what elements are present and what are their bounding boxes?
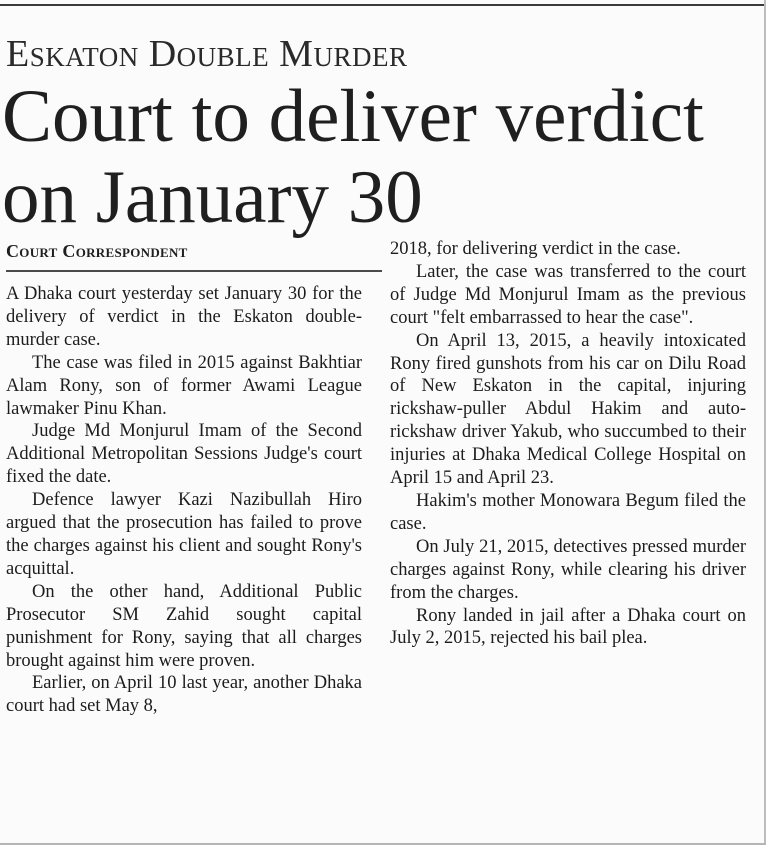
headline: Court to deliver verdict on January 30 xyxy=(2,75,704,239)
top-border-rule xyxy=(0,4,766,6)
paragraph: Later, the case was transferred to the court of Judge Md Monjurul Imam as the previous court "felt embarrassed to hear the case". xyxy=(390,261,746,328)
paragraph: Rony landed in jail after a Dhaka court on July 2, 2015, rejected his bail plea. xyxy=(390,605,746,649)
paragraph: Judge Md Monjurul Imam of the Second Additional Metropolitan Sessions Judge's court fixed the date. xyxy=(6,421,362,488)
paragraph: On the other hand, Additional Public Prosecutor SM Zahid sought capital punishment for Rony, saying that all charges brought against him were proven. xyxy=(6,581,362,671)
article-column-left xyxy=(6,283,362,718)
paragraph: On July 21, 2015, detectives pressed murder charges against Rony, while clearing his driver from the charges. xyxy=(390,536,746,603)
paragraph: Hakim's mother Monowara Begum filed the case. xyxy=(390,490,746,534)
byline-rule xyxy=(6,270,382,272)
article-column-right xyxy=(390,238,746,650)
paragraph: The case was filed in 2015 against Bakhtiar Alam Rony, son of former Awami League lawmaker Pinu Khan. xyxy=(6,352,362,419)
paragraph: Earlier, on April 10 last year, another Dhaka court had set May 8, xyxy=(6,673,362,717)
paragraph: On April 13, 2015, a heavily intoxicated Rony fired gunshots from his car on Dilu Road of New Eskaton in the capital, injuring rickshaw-puller Abdul Hakim and auto-rickshaw driver Yakub, who succumbed to their injuries at Dhaka Medical College Hospital on April 15 and April 23. xyxy=(390,330,746,489)
paragraph: A Dhaka court yesterday set January 30 for the delivery of verdict in the Eskaton double-murder case. xyxy=(6,284,362,350)
paragraph: 2018, for delivering verdict in the case. xyxy=(390,239,681,259)
kicker: Eskaton Double Murder xyxy=(6,33,408,75)
byline: Court Correspondent xyxy=(6,241,188,261)
paragraph: Defence lawyer Kazi Nazibullah Hiro argued that the prosecution has failed to prove the charges against his client and sought Rony's acquittal. xyxy=(6,490,362,579)
